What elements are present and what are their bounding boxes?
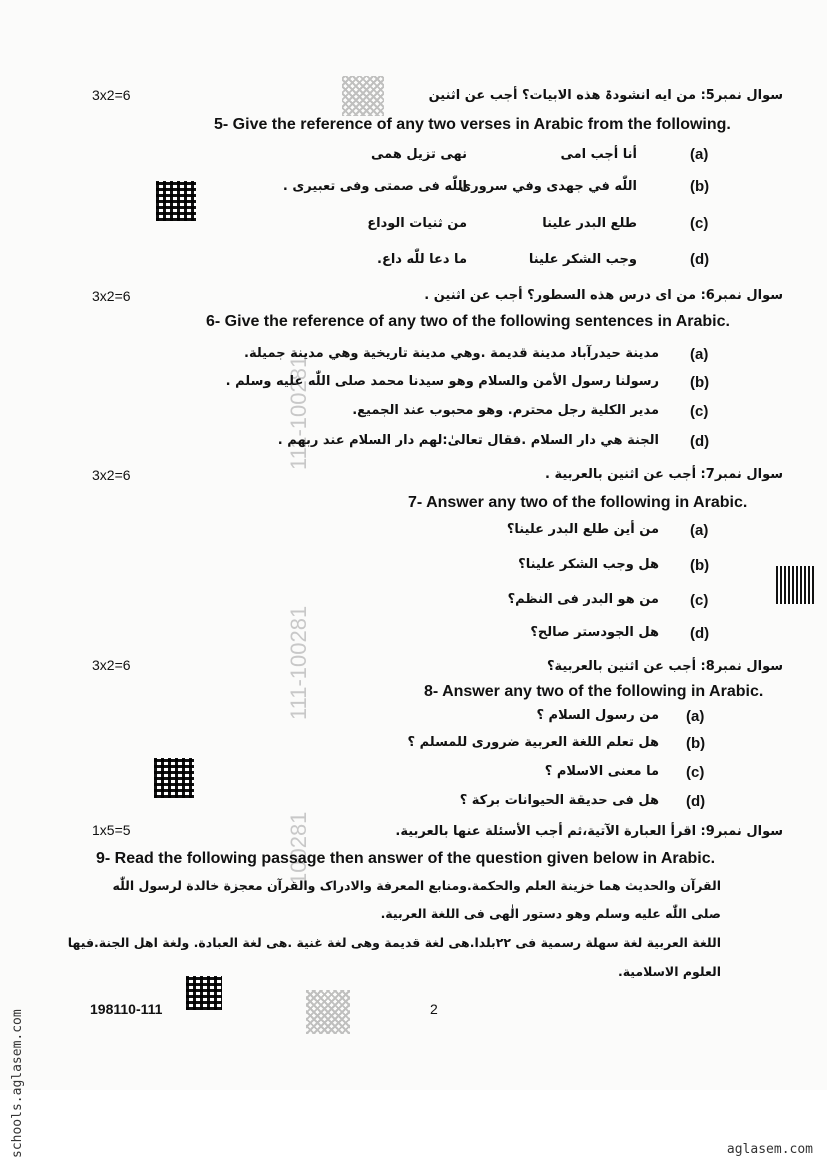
marks-label: 3x2=6: [92, 657, 131, 673]
serial-watermark: 111-100281: [286, 355, 311, 470]
question-title: 7- Answer any two of the following in Arabic.: [408, 494, 748, 511]
question-title: 8- Answer any two of the following in Arabic.: [424, 683, 764, 700]
marks-label: 1x5=5: [92, 822, 131, 838]
datamatrix-code-icon: [156, 181, 196, 221]
item-label: (b): [690, 178, 710, 195]
item-label: (b): [690, 557, 710, 574]
item-label: (a): [690, 522, 709, 539]
question-heading-urdu: سوال نمبر6: من ای درس هذه السطور؟ أجب عن اثنين .: [424, 288, 783, 303]
marks-label: 3x2=6: [92, 288, 131, 304]
sentence-text: رسولنا رسول الأمن والسلام وهو سيدنا محمد صلى اللّٰه عليه وسلم .: [225, 374, 659, 389]
marks-label: 3x2=6: [92, 87, 131, 103]
question-heading-urdu: سوال نمبر5: من ایه انشودۃ هذه الابيات؟ أجب عن اثنين: [428, 88, 783, 103]
verse-text: من ثنيات الوداع: [367, 216, 467, 231]
question-heading-urdu: سوال نمبر9: اقرأ العبارة الآتية،ثم أجب الأسئلة عنها بالعربية.: [395, 824, 783, 839]
question-text: هل فی حديقة الحيوانات بركة ؟: [459, 793, 659, 808]
question-text: هل وجب الشكر علينا؟: [518, 557, 659, 572]
question-text: من هو البدر فی النظم؟: [507, 592, 659, 607]
site-watermark-corner: aglasem.com: [726, 1142, 813, 1157]
question-text: هل تعلم اللغة العربية ضرورى للمسلم ؟: [407, 735, 659, 750]
verse-text: نهی تزیل همی: [370, 147, 467, 162]
verse-text: اللّٰه في جهدی وفي سرورى: [459, 179, 637, 194]
item-label: (c): [690, 403, 709, 420]
item-label: (d): [690, 251, 710, 268]
item-label: (c): [686, 764, 705, 781]
verse-text: اللّٰه فی صمتى وفی تعبیری .: [282, 179, 467, 194]
serial-watermark: 100281: [286, 811, 311, 885]
item-label: (a): [690, 346, 709, 363]
datamatrix-code-icon: [154, 758, 194, 798]
item-label: (d): [690, 433, 710, 450]
passage-line: صلی اللّٰه علیه وسلم وهو دستور الٰهی فی اللغة العربیة.: [380, 906, 721, 921]
page-number: 2: [430, 1001, 438, 1017]
verse-text: وجب الشكر علينا: [528, 252, 637, 267]
question-heading-urdu: سوال نمبر7: أجب عن اثنين بالعربية .: [545, 467, 783, 482]
datamatrix-code-icon: [306, 990, 350, 1034]
serial-watermark: 111-100281: [286, 605, 311, 720]
item-label: (a): [686, 708, 705, 725]
paper-code: 198110-111: [90, 1001, 163, 1017]
datamatrix-code-icon: [342, 76, 384, 116]
item-label: (b): [686, 735, 706, 752]
question-text: ما معنى الاسلام ؟: [544, 764, 659, 779]
item-label: (a): [690, 146, 709, 163]
question-text: من رسول السلام ؟: [536, 708, 659, 723]
question-title: 6- Give the reference of any two of the following sentences in Arabic.: [206, 313, 730, 330]
sentence-text: مدير الكلية رجل محترم. وهو محبوب عند الجميع.: [352, 403, 659, 418]
item-label: (d): [690, 625, 710, 642]
site-watermark-side: schools.aglasem.com: [10, 1009, 25, 1158]
passage-line: العلوم الاسلامية.: [617, 964, 721, 979]
passage-line: اللغة العربية لغة سهلة رسمية فی ۲۲بلدا.هی لغة قديمة وهی لغة غنية .هی لغة العبادة. ولغة اهل الجنة.فيها: [67, 935, 721, 950]
verse-text: ما دعا للّٰه داع.: [377, 252, 467, 267]
sentence-text: مدينة حيدرآباد مدينة قديمة .وهي مدينة تاريخية وهي مدينة جميلة.: [244, 346, 659, 361]
question-title: 5- Give the reference of any two verses in Arabic from the following.: [214, 116, 731, 133]
question-text: من أين طلع البدر علينا؟: [506, 522, 659, 537]
question-text: هل الجودستر صالح؟: [530, 625, 659, 640]
passage-line: القرآن والحديث هما خزينة العلم والحكمة.ومنابع المعرفة والادراک والقرآن معجزة خالدة لرسول اللّٰه: [112, 878, 721, 893]
question-title: 9- Read the following passage then answer of the question given below in Arabic.: [96, 850, 716, 867]
item-label: (b): [690, 374, 710, 391]
verse-text: أنا أجب امی: [560, 147, 637, 162]
sentence-text: الجنة هي دار السلام .فقال تعالیٰ:لهم دار السلام عند ربهم .: [277, 433, 659, 448]
verse-text: طلع البدر علینا: [542, 216, 637, 231]
item-label: (d): [686, 793, 706, 810]
item-label: (c): [690, 215, 709, 232]
question-heading-urdu: سوال نمبر8: أجب عن اثنين بالعربية؟: [546, 659, 783, 674]
qr-code-icon: [776, 566, 814, 604]
marks-label: 3x2=6: [92, 467, 131, 483]
datamatrix-code-icon: [186, 976, 222, 1010]
item-label: (c): [690, 592, 709, 609]
